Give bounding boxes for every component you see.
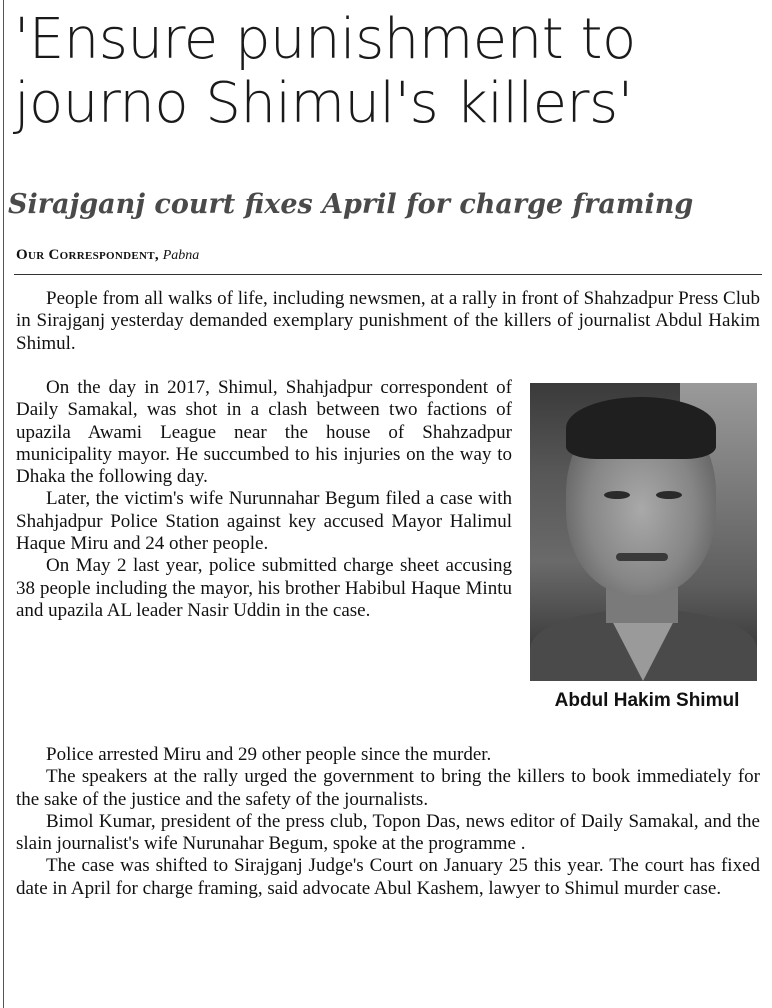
paragraph-4: On May 2 last year, police submitted charge sheet accusing 38 people including the mayor, his brother Habibul Haque Mintu and upazila AL leader Nasir Uddin in the case.: [16, 555, 512, 621]
headline: [14, 8, 764, 136]
byline-divider: [14, 274, 762, 275]
headline-line-2: journo Shimul's killers': [14, 71, 633, 136]
byline: [16, 247, 199, 264]
paragraph-7: Bimol Kumar, president of the press club, Topon Das, news editor of Daily Samakal, and the slain journalist's wife Nurunahar Begum, spoke at the programme .: [16, 810, 760, 855]
portrait-photo: [530, 383, 757, 681]
paragraph-8: The case was shifted to Sirajganj Judge's Court on January 25 this year. The court has fixed date in April for charge framing, said advocate Abul Kashem, lawyer to Shimul murder case.: [16, 855, 760, 899]
article-body-bottom: [16, 744, 760, 900]
column-rule: [3, 0, 4, 1008]
photo-caption: Abdul Hakim Shimul: [554, 690, 740, 711]
photo-right-eye: [656, 491, 682, 499]
photo-hair: [566, 397, 716, 459]
article-body-beside-photo: [16, 377, 512, 622]
paragraph-2: On the day in 2017, Shimul, Shahjadpur correspondent of Daily Samakal, was shot in a clash between two factions of upazila Awami League near the house of Shahzadpur municipality mayor. He succumbed to his injuries on the way to Dhaka the following day.: [16, 377, 512, 488]
byline-location: Pabna: [162, 248, 200, 263]
photo-mouth: [616, 553, 668, 561]
paragraph-1: People from all walks of life, including newsmen, at a rally in front of Shahzadpur Press Club in Sirajganj yesterday demanded exemplary punishment of the killers of journalist Abdul Hakim Shimul.: [16, 288, 760, 354]
headline-line-1: 'Ensure punishment to: [14, 7, 636, 72]
byline-correspondent: Our Correspondent,: [16, 247, 159, 263]
paragraph-3: Later, the victim's wife Nurunnahar Begum filed a case with Shahjadpur Police Station against key accused Mayor Halimul Haque Miru and 24 other people.: [16, 488, 512, 555]
subheadline: Sirajganj court fixes April for charge framing: [8, 189, 694, 220]
article-body-top: [16, 288, 760, 355]
paragraph-5: Police arrested Miru and 29 other people since the murder.: [46, 744, 492, 765]
photo-left-eye: [604, 491, 630, 499]
paragraph-6: The speakers at the rally urged the government to bring the killers to book immediately for the sake of the justice and the safety of the journalists.: [16, 766, 760, 810]
